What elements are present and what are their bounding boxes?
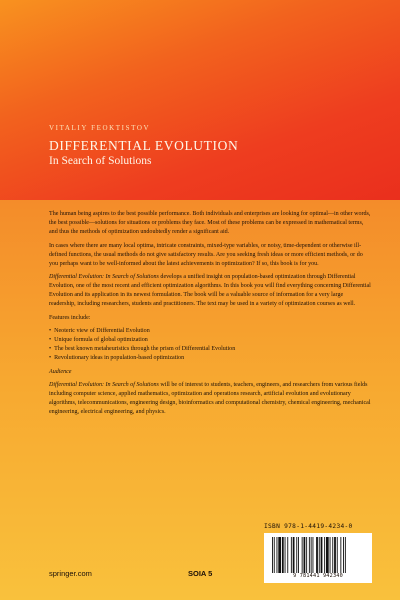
barcode-bar bbox=[285, 537, 286, 573]
barcode-bar bbox=[345, 537, 346, 573]
isbn-label: ISBN 978-1-4419-4234-0 bbox=[264, 523, 353, 530]
description-paragraph bbox=[49, 273, 371, 309]
barcode-bar bbox=[316, 537, 318, 573]
publisher-url: springer.com bbox=[49, 569, 92, 578]
barcode-bar bbox=[337, 537, 338, 573]
feature-item: • The best known metaheuristics through the prism of Differential Evolution bbox=[49, 345, 371, 354]
barcode-bar bbox=[332, 537, 333, 573]
barcode-bar bbox=[321, 537, 323, 573]
problem-paragraph: In cases where there are many local optima, intricate constraints, mixed-type variables, or noisy, time-dependent or otherwise ill-defined functions, the usual methods do not give satisfactory results. Are you seeking fresh ideas or more efficient methods, or do you perhaps want to be well-informed about the latest achievements in optimization? If so, this book is for you. bbox=[49, 242, 363, 267]
barcode-bar bbox=[274, 537, 275, 573]
barcode-bar bbox=[302, 537, 303, 573]
intro-paragraph: The human being aspires to the best possible performance. Both individuals and enterprises are looking for optimal—in other words, the best possible—solutions for situations or problems they face. Most of these problems can be expressed in mathematical terms, and thus the methods of optimization undoubtedly render a significant aid. bbox=[49, 211, 371, 235]
audience-text: will be of interest to students, teachers, engineers, and researchers from various fields including computer science, applied mathematics, optimization and operations research, artificial evolution and evolutionary algorithms, telecommunications, engineering design, bioinformatics and computational chemistry, chemical engineering, mechanical engineering, electrical engineering, and physics. bbox=[49, 382, 371, 415]
cover-top-band bbox=[0, 0, 400, 200]
book-subtitle: In Search of Solutions bbox=[49, 155, 152, 167]
audience-book-title: Differential Evolution: In Search of Solutions bbox=[49, 382, 159, 388]
barcode-bar bbox=[309, 537, 310, 573]
barcode-bar bbox=[313, 537, 314, 573]
barcode-bar bbox=[296, 537, 297, 573]
feature-item: • Revolutionary ideas in population-based optimization bbox=[49, 354, 371, 363]
barcode-bar bbox=[277, 537, 278, 573]
features-list bbox=[49, 327, 371, 363]
barcode-bar bbox=[311, 537, 312, 573]
description-book-title: Differential Evolution: In Search of Solutions bbox=[49, 274, 159, 280]
barcode-bar bbox=[326, 537, 329, 573]
barcode-bar bbox=[334, 537, 336, 573]
barcode-bar bbox=[293, 537, 295, 573]
barcode-bar bbox=[291, 537, 292, 573]
features-heading: Features include: bbox=[49, 314, 91, 321]
barcode-bar bbox=[298, 537, 299, 573]
barcode-bars bbox=[270, 537, 366, 573]
barcode-bar bbox=[340, 537, 341, 573]
barcode-bar bbox=[330, 537, 331, 573]
barcode-bar bbox=[343, 537, 344, 573]
audience-paragraph bbox=[49, 381, 371, 417]
barcode-number: 9 781441 942340 bbox=[293, 573, 343, 579]
feature-item: • Unique formula of global optimization bbox=[49, 336, 371, 345]
barcode-bar bbox=[272, 537, 273, 573]
description-text: develops a unified insight on population-based optimization through Differential Evolution, one of the most recent and efficient optimization algorithms. In this book you will find everything concerning Differential Evolution and its application in its newest formulation. The book will be a valuable source of information for a very large readership, including researchers, students and practitioners. The text may be used in a variety of optimization courses as well. bbox=[49, 274, 371, 307]
barcode bbox=[264, 533, 372, 583]
author-name: VITALIY FEOKTISTOV bbox=[49, 124, 151, 132]
audience-heading: Audience bbox=[49, 368, 72, 375]
barcode-bar bbox=[282, 537, 284, 573]
barcode-bar bbox=[278, 537, 281, 573]
barcode-bar bbox=[304, 537, 306, 573]
barcode-bar bbox=[306, 537, 307, 573]
barcode-bar bbox=[319, 537, 320, 573]
barcode-bar bbox=[287, 537, 288, 573]
series-label: SOIA 5 bbox=[188, 569, 213, 578]
back-cover-text bbox=[49, 210, 371, 422]
feature-item: • Neoteric view of Differential Evolution bbox=[49, 327, 371, 336]
barcode-bar bbox=[324, 537, 325, 573]
book-title: DIFFERENTIAL EVOLUTION bbox=[49, 138, 239, 153]
